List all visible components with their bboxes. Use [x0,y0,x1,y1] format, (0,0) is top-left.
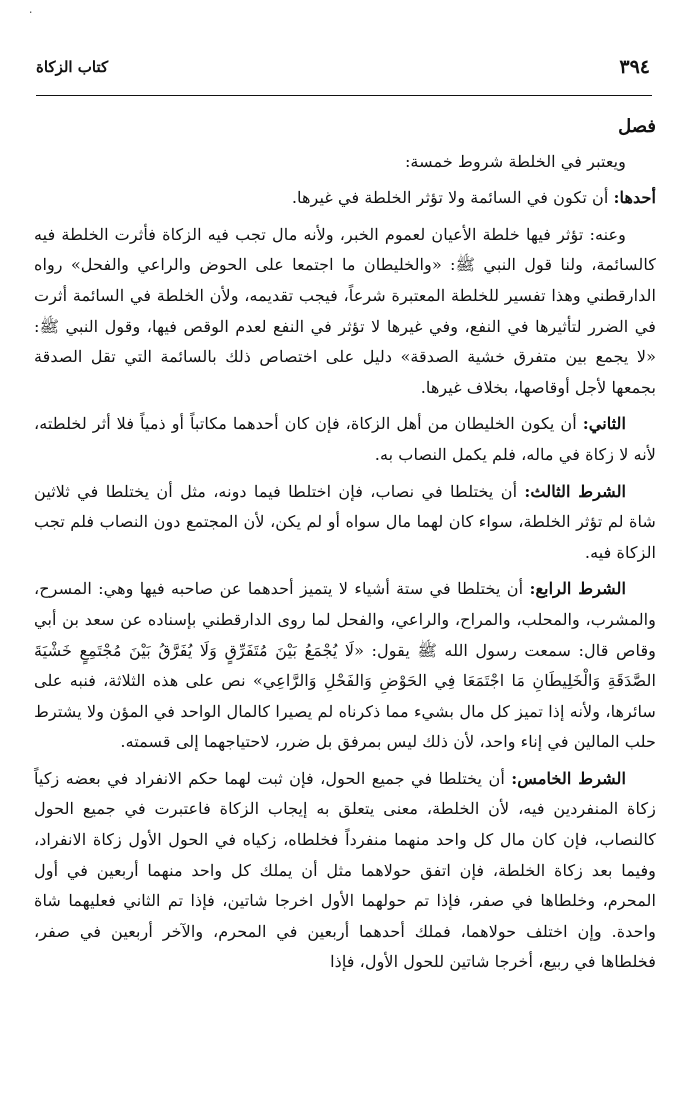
paragraph-condition-1 [34,183,656,214]
condition-lead: الشرط الثالث: [524,481,626,501]
paragraph-text: أن يختلطا في نصاب، فإن اختلطا فيما دونه، مثل أن يختلطا في ثلاثين شاة لم تؤثر الخلطة، سواء كان لهما مال سواه أو لم يكن، لأن المجتمع دون النصاب فلم تجب الزكاة فيه. [34,481,656,562]
book-title: كتاب الزكاة [36,58,109,76]
paragraph-narration [34,220,656,404]
condition-lead: أحدها: [613,188,656,208]
paragraph-text: وعنه: تؤثر فيها خلطة الأعيان لعموم الخبر، ولأنه مال تجب فيه الزكاة فأثرت الخلطة فيه كالسائمة، ولنا قول النبي ﷺ: «والخليطان ما اجتمعا على الحوض والراعي والفحل» رواه الدارقطني وهذا تفسير للخلطة المعتبرة شرعاً، فيجب تقديمه، ولأن الخلطة في السائمة أثرت في الضرر لتأثيرها في النفع، وفي غيرها لا تؤثر في النفع لعدم الوقص فيها، وقول النبي ﷺ: «لا يجمع بين متفرق خشية الصدقة» دليل على اختصاص ذلك بالسائمة التي تقل الصدقة بجمعها لأجل أوقاصها، بخلاف غيرها. [34,224,656,397]
paragraph-condition-3 [34,477,656,569]
page-number: ٣٩٤ [619,56,650,78]
header-divider [36,95,652,96]
paragraph-text: أن يختلطا في ستة أشياء لا يتميز أحدهما عن صاحبه فيها وهي: المسرح، والمشرب، والمحلب، والمراح، والراعي، والفحل لما روى الدارقطني بإسناده عن سعد بن أبي وقاص قال: سمعت رسول الله ﷺ يقول: «لَا يُجْمَعُ بَيْنَ مُتَفَرِّقٍ وَلَا يُفَرَّقُ بَيْنَ مُجْتَمِعٍ خَشْيَةَ الصَّدَقَةِ وَالْخَلِيطَانِ مَا اجْتَمَعَا فِي الحَوْضِ وَالفَحْلِ وَالرَّاعِي» نص على هذه الثلاثة، فنبه على سائرها، ولأنه إذا تميز كل مال بشيء مما ذكرناه لم يصيرا كالمال الواحد في المؤن ولا يشترط حلب المالين في إناء واحد، لأن ذلك ليس بمرفق بل ضرر، لاحتياجهما إلى قسمته. [34,579,656,752]
paragraph-condition-5 [34,764,656,978]
ink-speck: ٠ [28,7,34,18]
section-heading: فصل [618,116,656,137]
page-body [34,112,656,984]
running-header [36,54,650,80]
paragraph-text: ويعتبر في الخلطة شروط خمسة: [404,151,626,171]
paragraph-condition-2 [34,409,656,470]
condition-lead: الشرط الرابع: [529,579,626,599]
paragraph-text: أن يختلطا في جميع الحول، فإن ثبت لهما حكم الانفراد في بعضه زكياً زكاة المنفردين فيه، لأن الخلطة، معنى يتعلق به إيجاب الزكاة فاعتبرت في جميع الحول كالنصاب، فإن كان مال كل واحد منهما منفرداً فخلطاه، زكياه في الحول الأول زكاة الانفراد، وفيما بعد زكاة الخلطة، فإن اتفق حولاهما مثل أن يملك كل واحد منهما أربعين في أول المحرم، وخلطاها في صفر، فإذا تم حولهما الأول اخرجا شاتين، فإذا تم الثاني فعليهما شاة واحدة. وإن اختلف حولاهما، فملك أحدهما أربعين في المحرم، والآخر أربعين في صفر، فخلطاها في ربيع، أخرجا شاتين للحول الأول، فإذا [34,768,656,972]
paragraph-text: أن يكون الخليطان من أهل الزكاة، فإن كان أحدهما مكاتباً أو ذمياً فلا أثر لخلطته، لأنه لا زكاة في ماله، فلم يكمل النصاب به. [34,414,656,464]
paragraph-intro [34,147,656,178]
paragraph-condition-4 [34,574,656,758]
condition-lead: الشرط الخامس: [511,768,626,788]
condition-lead: الثاني: [582,414,626,434]
paragraph-text: أن تكون في السائمة ولا تؤثر الخلطة في غيرها. [291,188,614,208]
